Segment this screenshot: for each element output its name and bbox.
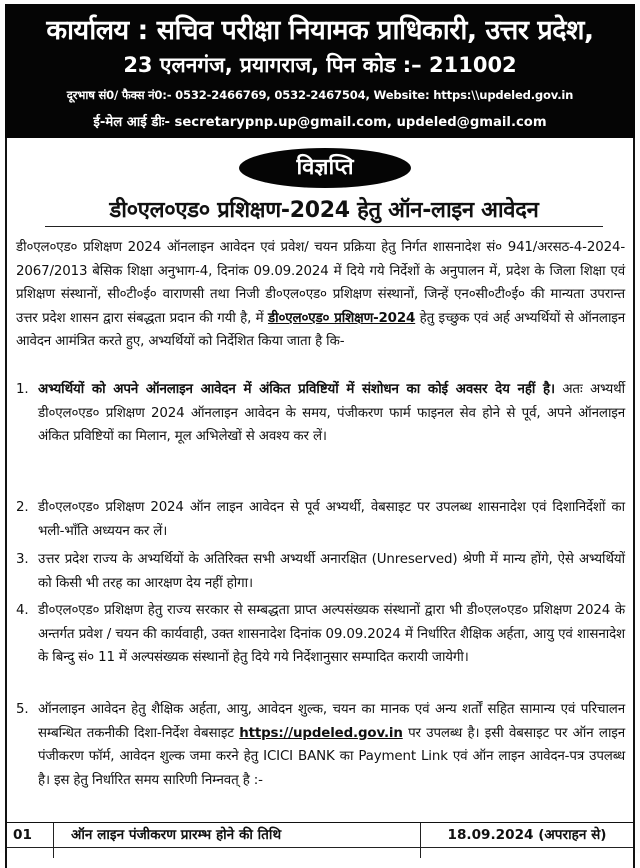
office-name: कार्यालय : सचिव परीक्षा नियामक प्राधिकारी, उत्तर प्रदेश, [46,15,594,46]
instruction-item-2 [16,496,625,543]
row-event: ऑन लाइन पंजीकरण प्रारम्भ होने की तिथि [47,823,421,847]
item-text: डी०एल०एड० प्रशिक्षण हेतु राज्य सरकार से सम्बद्धता प्राप्त अल्पसंख्यक संस्थानों द्वारा भी डी०एल०एड० प्रशिक्षण 2024 के अन्तर्गत प्रवेश / चयन की कार्यवाही, उक्त शासनादेश दिनांक 09.09.2024 में निर्धारित शैक्षिक अर्हता, आयु एवं शासनादेश के बिन्दु सं० 11 में अल्पसंख्यक संस्थानों हेतु दिये गये निर्देशानुसार सम्पादित करायी जायेगी। [38,603,625,666]
notice-body [5,138,635,868]
office-contact: दूरभाष सं0/ फैक्स नं0:- 0532-2466769, 0532-2467504, Website: https:\\updeled.gov.in [66,88,574,102]
row-date-empty [421,848,633,858]
notice-badge: विज्ञप्ति [239,148,411,188]
item-number: 3. [16,552,29,567]
item-text: उत्तर प्रदेश राज्य के अभ्यर्थियों के अतिरिक्त सभी अभ्यर्थी अनारक्षित (Unreserved) श्रेणी में मान्य होंगे, ऐसे अभ्यर्थियों को किसी भी तरह का आरक्षण देय नहीं होगा। [38,552,625,591]
office-address: 23 एलनगंज, प्रयागराज, पिन कोड :– 211002 [123,53,517,77]
row-date: 18.09.2024 (अपराहन से) [447,827,607,843]
intro-paragraph [16,236,625,354]
item-text-after: पर उपलब्ध है। इसी वेबसाइट पर ऑन लाइन पंजीकरण फॉर्म, आवेदन शुल्क जमा करने हेतु ICICI BANK का Payment Link एवं ऑन लाइन आवेदन-पत्र उपलब्ध है। इस हेतु निर्धारित समय सारिणी निम्नवत् है :- [38,725,625,788]
website-link[interactable]: https://updeled.gov.in [239,725,403,741]
intro-highlight: डी०एल०एड० प्रशिक्षण-2024 [268,310,416,326]
item-number: 2. [16,500,29,515]
item-number: 4. [16,603,29,618]
item-text: डी०एल०एड० प्रशिक्षण 2024 ऑन लाइन आवेदन से पूर्व अभ्यर्थी, वेबसाइट पर उपलब्ध शासनादेश एवं दिशानिर्देशों का भली-भाँति अध्ययन कर लें। [38,500,625,539]
office-email: ई-मेल आई डीः- secretarypnp.up@gmail.com, updeled@gmail.com [93,115,547,130]
row-serial: 01 [7,823,54,847]
item-text: ऑनलाइन आवेदन हेतु शैक्षिक अर्हता, आयु, आवेदन शुल्क, चयन का मानक एवं अन्य शर्तों सहित सामान्य एवं परिचालन सम्बन्धित तकनीकी दिशा-निर्देश वेबसाइट [38,702,625,741]
item-number: 1. [16,382,29,397]
item-text: अतः अभ्यर्थी डी०एल०एड० प्रशिक्षण 2024 ऑनलाइन आवेदन के समय, पंजीकरण फार्म फाइनल सेव होने से पूर्व, अपने ऑनलाइन अंकित प्रविष्टियों का मिलान, मूल अभिलेखों से अवश्य कर लें। [38,382,625,445]
instruction-item-3 [16,548,625,595]
instruction-item-5 [16,698,625,792]
intro-text-2: हेतु इच्छुक एवं अर्ह अभ्यर्थियों से ऑनलाइन आवेदन आमंत्रित करते हुए, अभ्यर्थियों को निर्देशित किया जाता है कि- [16,310,625,350]
row-event-empty [47,848,421,858]
office-header [5,4,635,138]
table-row-partial [7,848,633,858]
instruction-item-4 [16,599,625,670]
notice-title: डी०एल०एड० प्रशिक्षण-2024 हेतु ऑन-लाइन आवेदन [45,194,603,227]
table-row [7,823,633,848]
item-bold-text: अभ्यर्थियों को अपने ऑनलाइन आवेदन में अंकित प्रविष्टियों में संशोधन का कोई अवसर देय नहीं है। [38,382,555,397]
instruction-item-1 [16,378,625,449]
item-number: 5. [16,702,29,717]
intro-text-1: डी०एल०एड० प्रशिक्षण 2024 ऑनलाइन आवेदन एवं प्रवेश/ चयन प्रक्रिया हेतु निर्गत शासनादेश सं० 941/अरसठ-4-2024-2067/2013 बेसिक शिक्षा अनुभाग-4, दिनांक 09.09.2024 में दिये गये निर्देशों के अनुपालन में, प्रदेश के जिला शिक्षा एवं प्रशिक्षण संस्थानों, सी०टी०ई० वाराणसी तथा निजी डी०एल०एड० प्रशिक्षण संस्थानों, जिन्हें एन०सी०टी०ई० की मान्यता उपरान्त उत्तर प्रदेश शासन द्वारा संबद्धता प्रदान की गयी है, में [16,240,625,326]
